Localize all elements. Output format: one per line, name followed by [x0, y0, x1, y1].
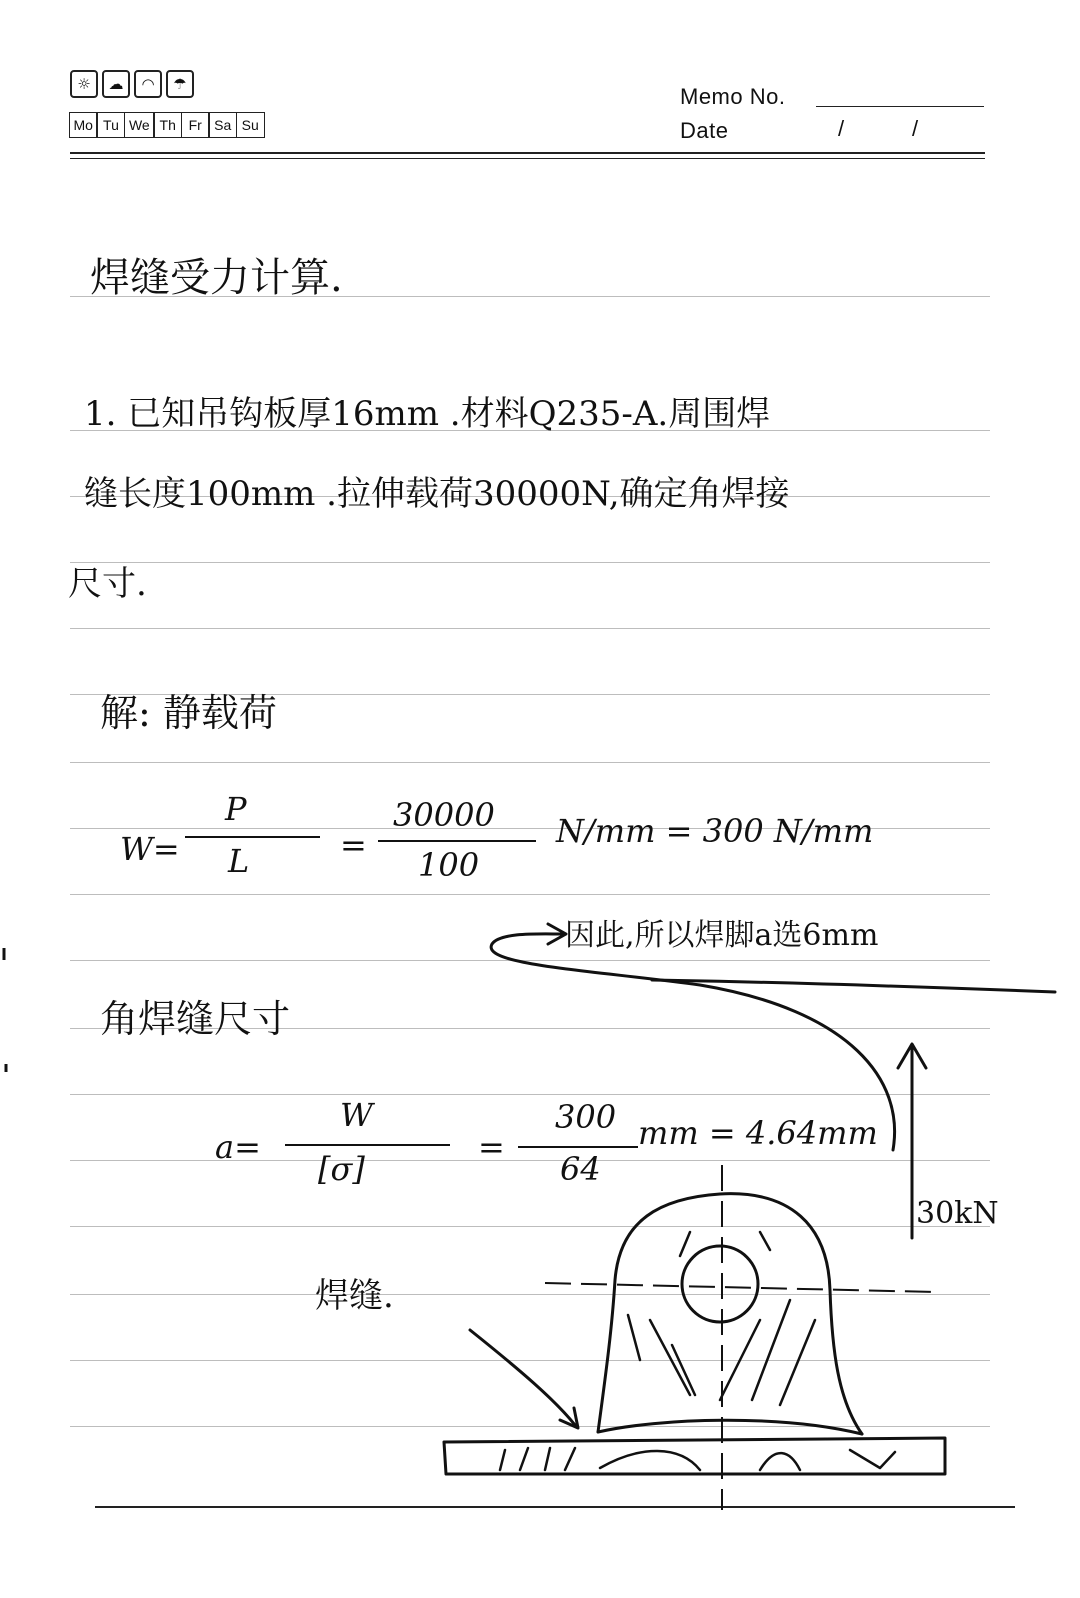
weld-hatching — [500, 1448, 895, 1470]
memo-number-label: Memo No. — [680, 84, 786, 109]
overcast-icon: ◠ — [134, 70, 162, 98]
weld-label: 焊缝. — [315, 1276, 394, 1316]
formula-lhs: a= — [215, 1128, 261, 1166]
date-label: Date — [680, 118, 729, 143]
weekday-box: Su — [236, 112, 265, 138]
weekday-box: We — [124, 112, 155, 138]
formula-result: N/mm = 300 N/mm — [556, 812, 874, 850]
formula-numerator: 300 — [555, 1098, 617, 1136]
formula-denominator: 100 — [418, 846, 480, 884]
load-label: 30kN — [916, 1196, 999, 1231]
cloud-icon: ☁ — [102, 70, 130, 98]
formula-numerator: W — [340, 1096, 373, 1134]
weekday-box: Tu — [96, 112, 125, 138]
rain-icon: ☂ — [166, 70, 194, 98]
problem-line: 1. 已知吊钩板厚16mm .材料Q235-A.周围焊 — [84, 394, 771, 434]
weekday-box: Fr — [181, 112, 210, 138]
formula-result: mm = 4.64mm — [638, 1114, 878, 1152]
formula-numerator: 30000 — [393, 796, 495, 834]
base-plate — [444, 1438, 945, 1474]
side-note: 因此,所以焊脚a选6mm — [565, 918, 879, 953]
weekday-box: Th — [153, 112, 182, 138]
formula-equals: = — [340, 826, 367, 864]
problem-line: 尺寸. — [68, 564, 147, 604]
formula-lhs: W= — [120, 830, 180, 868]
weekday-box: Mo — [69, 112, 98, 138]
date-separator: / — [912, 116, 919, 141]
hook-body — [598, 1194, 862, 1434]
weekday-box: Sa — [208, 112, 237, 138]
sun-icon: ☼ — [70, 70, 98, 98]
formula-denominator: 64 — [560, 1150, 601, 1188]
weld-seam — [598, 1420, 862, 1434]
weld-leader — [470, 1330, 575, 1425]
hook-hole — [682, 1246, 758, 1322]
formula-numerator: P — [225, 790, 247, 828]
margin-mark — [4, 948, 6, 1072]
date-separator: / — [838, 116, 845, 141]
formula-denominator: [σ] — [318, 1150, 365, 1188]
fillet-weld-label: 角焊缝尺寸 — [100, 997, 291, 1041]
formula-equals: = — [478, 1128, 505, 1166]
callout-arrow — [491, 934, 894, 1150]
formula-denominator: L — [228, 842, 250, 880]
solution-label: 解: 静载荷 — [100, 691, 277, 735]
note-title: 焊缝受力计算. — [90, 255, 343, 301]
center-line-horizontal — [545, 1283, 935, 1292]
problem-line: 缝长度100mm .拉伸载荷30000N,确定角焊接 — [84, 474, 790, 514]
